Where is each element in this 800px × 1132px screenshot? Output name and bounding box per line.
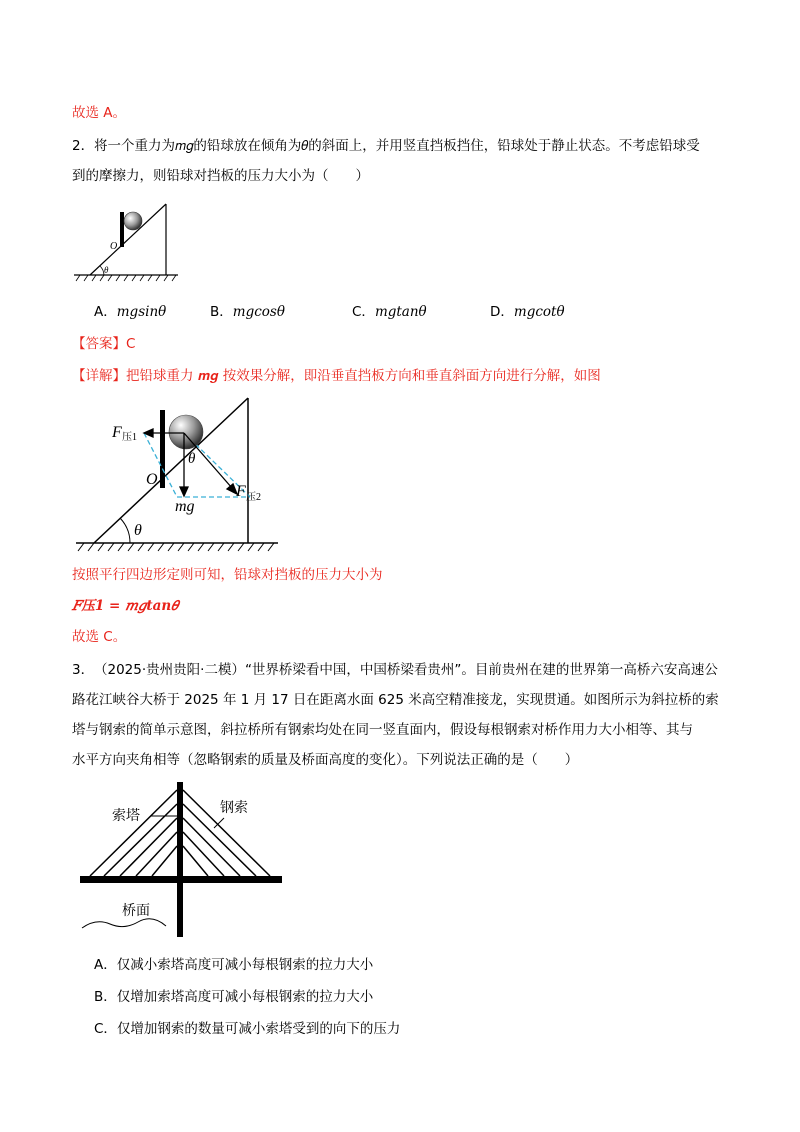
option-letter: B． (210, 304, 233, 320)
option-letter: A． (94, 304, 117, 320)
option-text: 𝑚𝑔tan𝜃 (374, 304, 427, 320)
deck-label: 桥面 (122, 903, 150, 919)
q2-conclusion-line: 按照平行四边形定则可知，铅球对挡板的压力大小为 (72, 567, 383, 583)
option-text: 仅增加索塔高度可减小每根钢索的拉力大小 (116, 989, 374, 1005)
theta-bottom-label: θ (134, 522, 142, 539)
o-label: O (146, 471, 158, 488)
q2-stem-line1: 将一个重力为𝑚𝑔的铅球放在倾角为𝜃的斜面上，并用竖直挡板挡住，铅球处于静止状态。不考虑铅球受 (94, 138, 700, 154)
q2-fig-theta-label: θ (104, 265, 109, 275)
option-letter: B． (94, 989, 117, 1005)
q3-option-b[interactable] (94, 987, 373, 1007)
f-press1-subscript: 压1 (122, 432, 137, 443)
option-letter: C． (94, 1021, 117, 1037)
q3-number: 3． (72, 662, 95, 678)
option-text: 𝑚𝑔sin𝜃 (116, 304, 167, 320)
q2-option-c[interactable] (352, 302, 427, 322)
q2-detail (72, 366, 601, 386)
q2-answer: 【答案】C (72, 336, 136, 352)
option-text: 𝑚𝑔cot𝜃 (513, 304, 565, 320)
q2-figure (70, 200, 180, 285)
option-text: 仅增加钢索的数量可减小索塔受到的向下的压力 (116, 1021, 401, 1037)
mg-label: mg (175, 498, 195, 515)
q3-option-a[interactable] (94, 955, 373, 975)
q2-formula: 𝐹压1 = 𝑚𝑔tan𝜃 (72, 598, 179, 614)
option-letter: A． (94, 957, 117, 973)
q3-option-c[interactable] (94, 1019, 400, 1039)
option-text: 𝑚𝑔cos𝜃 (232, 304, 285, 320)
q3-stem-line2: 路花江峡谷大桥于 2025 年 1 月 17 日在距离水面 625 米高空精准接龙，实现贯通。如图所示为斜拉桥的索 (72, 692, 719, 708)
detail-text: 把铅球重力 𝒎𝒈 按效果分解，即沿垂直挡板方向和垂直斜面方向进行分解，如图 (126, 368, 601, 384)
q3-stem-line4: 水平方向夹角相等（忽略钢索的质量及桥面高度的变化）。下列说法正确的是（ ） (72, 752, 579, 768)
q2-option-a[interactable] (94, 302, 166, 322)
q2-final: 故选 C。 (72, 629, 127, 645)
tower-label: 索塔 (112, 808, 140, 824)
q2-option-b[interactable] (210, 302, 285, 322)
option-letter: D． (490, 304, 514, 320)
theta-top-label: θ (188, 451, 196, 467)
detail-tag: 【详解】 (72, 368, 126, 384)
option-text: 仅减小索塔高度可减小每根钢索的拉力大小 (116, 957, 374, 973)
q2-option-d[interactable] (490, 302, 565, 322)
f-press1-label: F (112, 424, 122, 441)
previous-conclusion: 故选 A。 (72, 105, 127, 121)
q3-stem-line3: 塔与钢索的简单示意图，斜拉桥所有钢索均处在同一竖直面内，假设每根钢索对桥作用力大小相等、其与 (72, 722, 693, 738)
q2-analysis-figure (70, 390, 285, 560)
q3-stem-line1: （2025·贵州贵阳·二模）“世界桥梁看中国，中国桥梁看贵州”。目前贵州在建的世界第一高桥六安高速公 (94, 662, 718, 678)
q2-number: 2． (72, 138, 95, 154)
cable-label: 钢索 (220, 800, 248, 816)
f-press2-subscript: 压2 (246, 492, 261, 503)
q2-fig-o-label: O (110, 241, 118, 252)
option-letter: C． (352, 304, 375, 320)
f-press2-label: F (236, 483, 246, 500)
q2-stem-line2: 到的摩擦力，则铅球对挡板的压力大小为（ ） (72, 168, 369, 184)
q3-bridge-figure (74, 782, 284, 940)
